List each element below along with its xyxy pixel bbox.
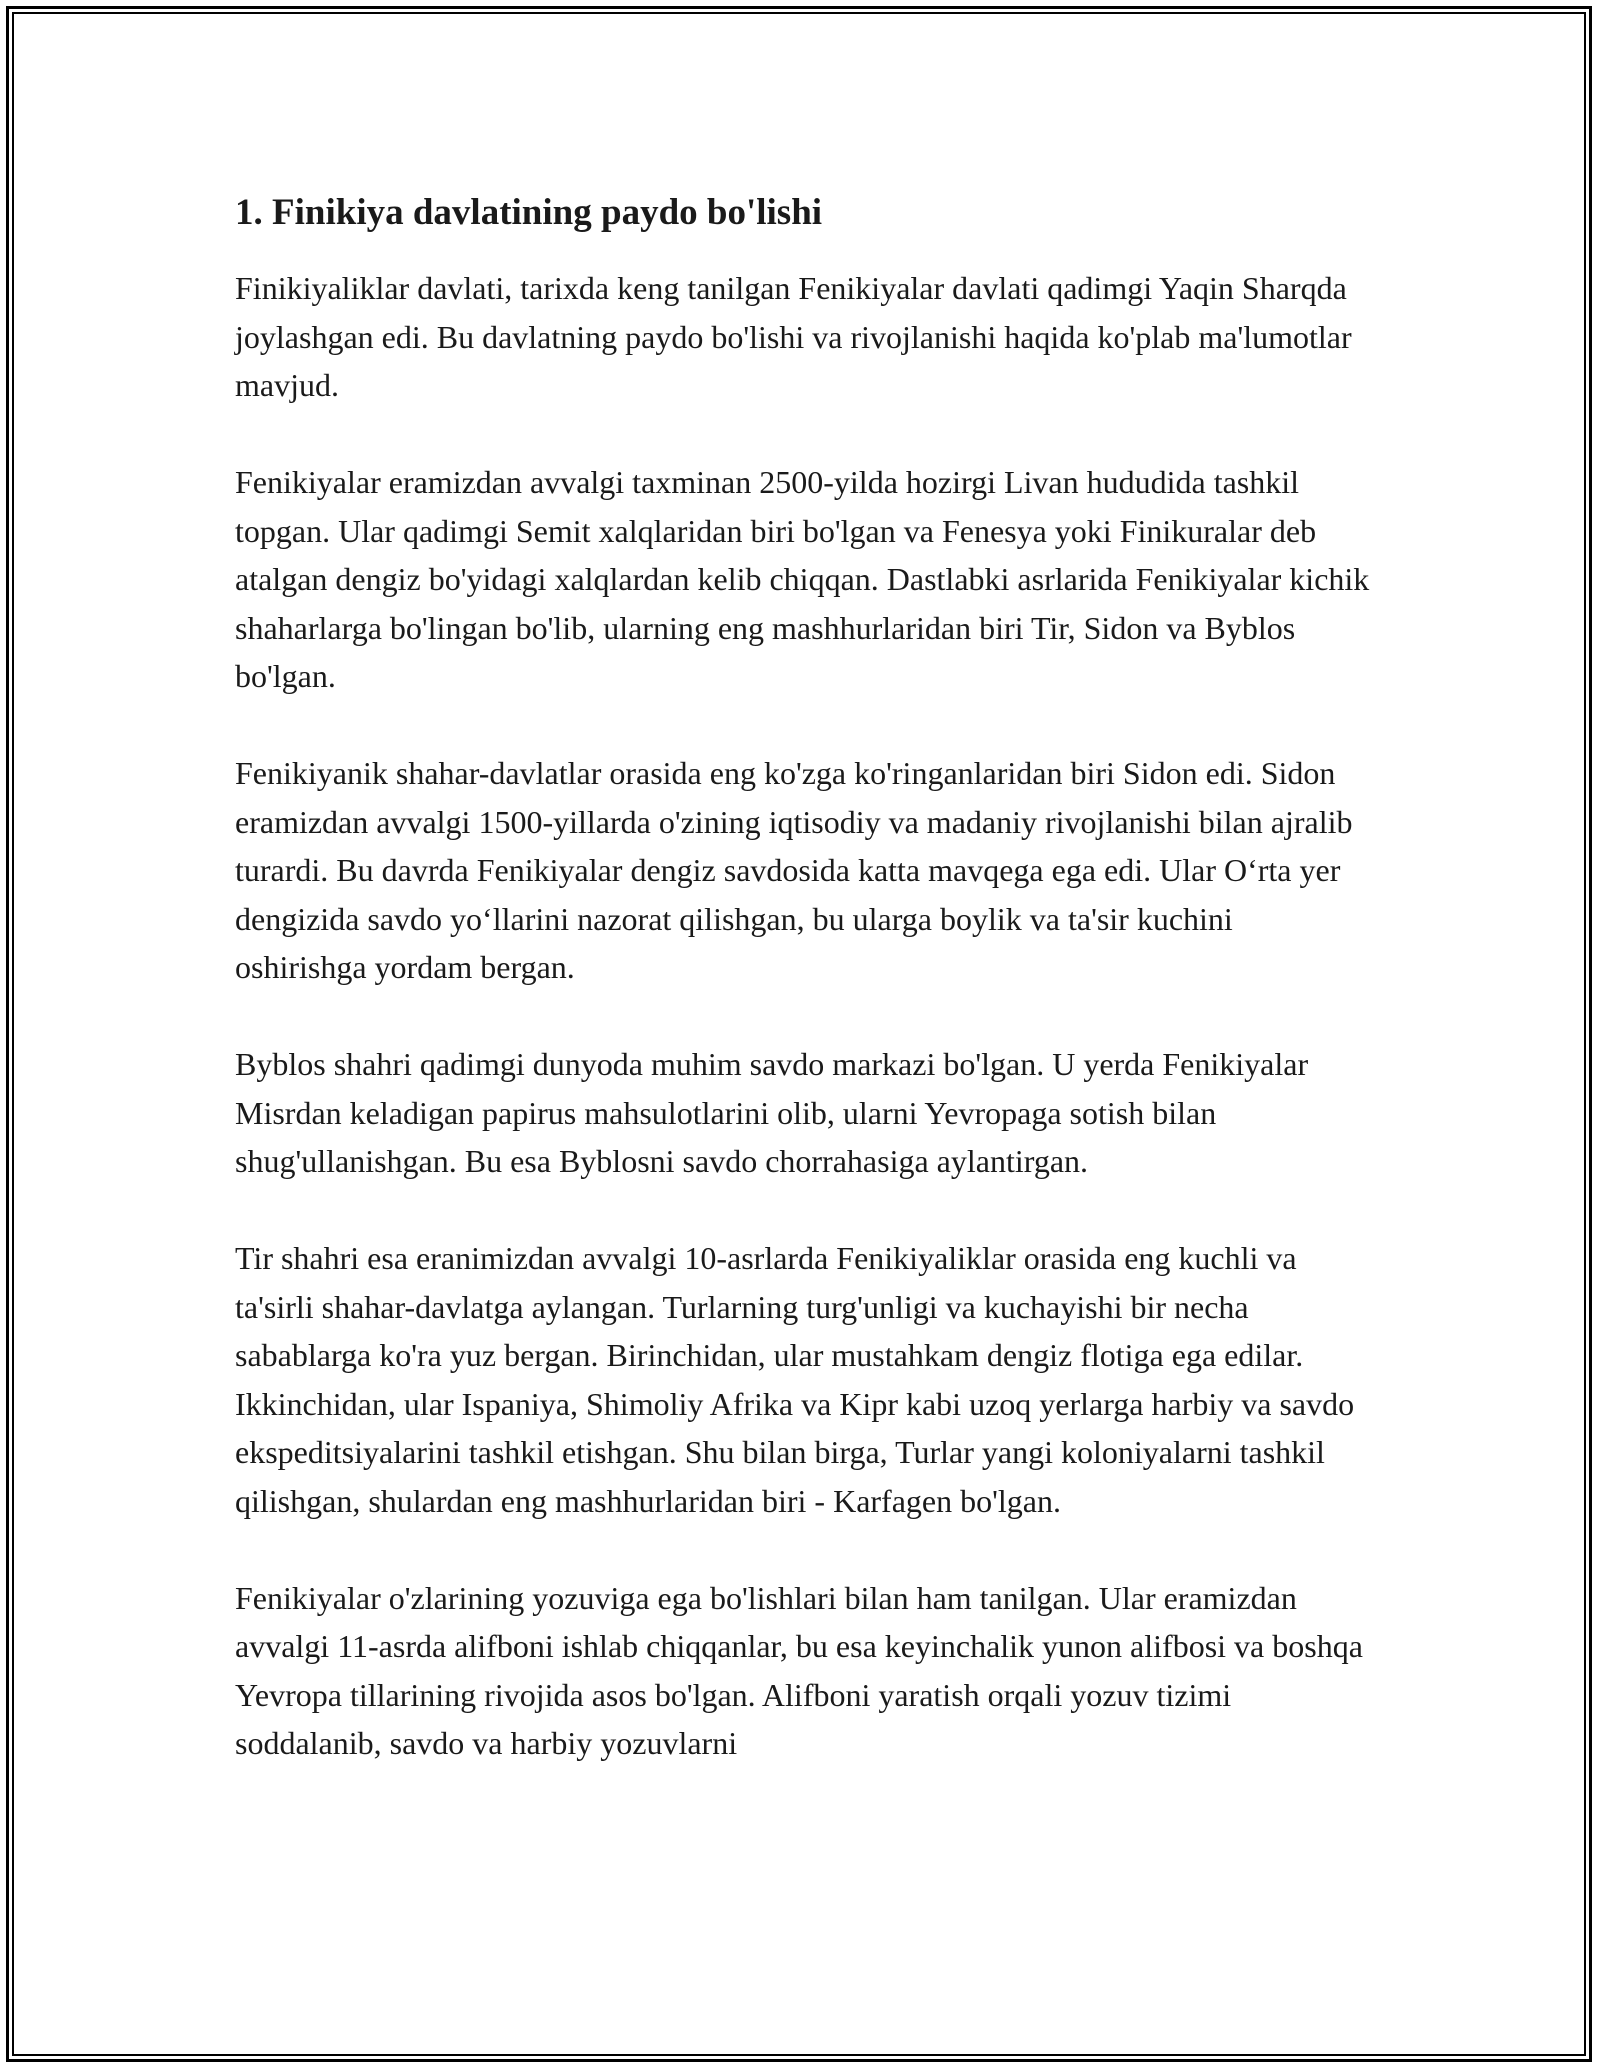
document-body xyxy=(235,190,1370,1816)
paragraph-3: Fenikiyanik shahar-davlatlar orasida eng ko'zga ko'ringanlaridan biri Sidon edi. Sidon eramizdan avvalgi 1500-yillarda o'zining iqtisodiy va madaniy rivojlanishi bilan ajralib turardi. Bu davrda Fenikiyalar dengiz savdosida katta mavqega ega edi. Ular O‘rta yer dengizida savdo yo‘llarini nazorat qilishgan, bu ularga boylik va ta'sir kuchini oshirishga yordam bergan. xyxy=(235,755,1353,985)
section-title: 1. Finikiya davlatining paydo bo'lishi xyxy=(235,192,823,233)
paragraph-4: Byblos shahri qadimgi dunyoda muhim savdo markazi bo'lgan. U yerda Fenikiyalar Misrdan keladigan papirus mahsulotlarini olib, ularni Yevropaga sotish bilan shug'ullanishgan. Bu esa Byblosni savdo chorrahasiga aylantirgan. xyxy=(235,1046,1309,1179)
paragraph-2: Fenikiyalar eramizdan avvalgi taxminan 2500-yilda hozirgi Livan hududida tashkil topgan. Ular qadimgi Semit xalqlaridan biri bo'lgan va Fenesya yoki Finikuralar deb atalgan dengiz bo'yidagi xalqlardan kelib chiqqan. Dastlabki asrlarida Fenikiyalar kichik shaharlarga bo'lingan bo'lib, ularning eng mashhurlaridan biri Tir, Sidon va Byblos bo'lgan. xyxy=(235,464,1370,694)
paragraph-6: Fenikiyalar o'zlarining yozuviga ega bo'lishlari bilan ham tanilgan. Ular eramizdan avvalgi 11-asrda alifboni ishlab chiqqanlar, bu esa keyinchalik yunon alifbosi va boshqa Yevropa tillarining rivojida asos bo'lgan. Alifboni yaratish orqali yozuv tizimi soddalanib, savdo va harbiy yozuvlarni xyxy=(235,1579,1363,1761)
paragraph-5: Tir shahri esa eranimizdan avvalgi 10-asrlarda Fenikiyaliklar orasida eng kuchli va ta'sirli shahar-davlatga aylangan. Turlarning turg'unligi va kuchayishi bir necha sabablarga ko'ra yuz bergan. Birinchidan, ular mustahkam dengiz flotiga ega edilar. Ikkinchidan, ular Ispaniya, Shimoliy Afrika va Kipr kabi uzoq yerlarga harbiy va savdo ekspeditsiyalarini tashkil etishgan. Shu bilan birga, Turlar yangi koloniyalarni tashkil qilishgan, shulardan eng mashhurlaridan biri - Karfagen bo'lgan. xyxy=(235,1240,1355,1519)
paragraph-1: Finikiyaliklar davlati, tarixda keng tanilgan Fenikiyalar davlati qadimgi Yaqin Sharqda joylashgan edi. Bu davlatning paydo bo'lishi va rivojlanishi haqida ko'plab ma'lumotlar mavjud. xyxy=(235,270,1352,403)
